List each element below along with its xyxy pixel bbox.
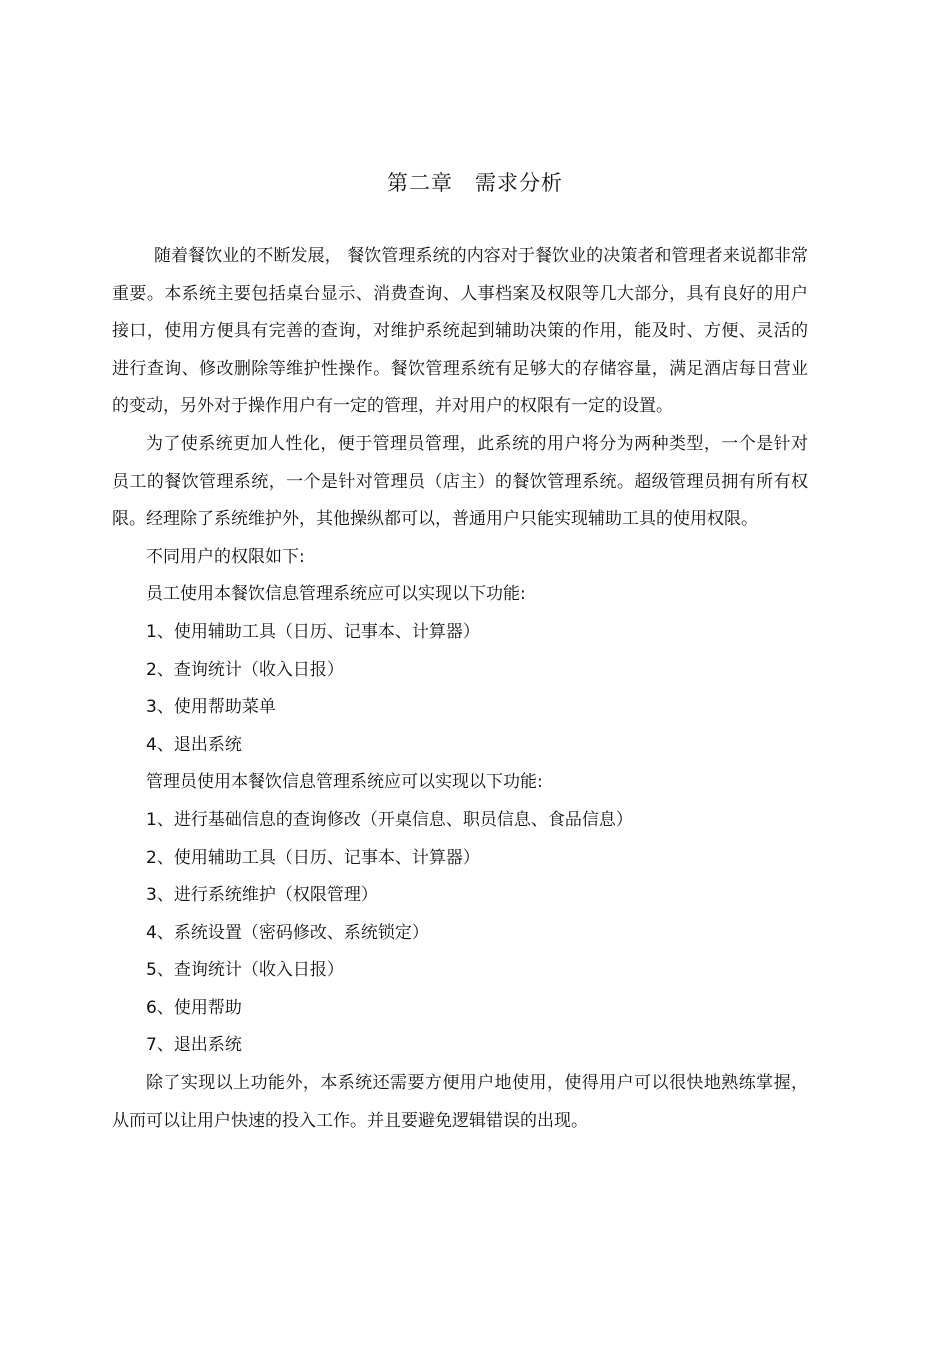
employee-functions-heading: 员工使用本餐饮信息管理系统应可以实现以下功能: [146,584,526,605]
list-item: 4、退出系统 [146,734,242,755]
list-item: 1、进行基础信息的查询修改（开桌信息、职员信息、食品信息） [146,809,633,830]
intro-paragraph: 随着餐饮业的不断发展， 餐饮管理系统的内容对于餐饮业的决策者和管理者来说都非常重要。本系统主要包括桌台显示、消费查询、人事档案及权限等几大部分，具有良好的用户接口，使用方便具有完善的查询，对维护系统起到辅助决策的作用，能及时、方便、灵活的进行查询、修改删除等维护性操作。餐饮管理系统有足够大的存储容量，满足酒店每日营业的变动，另外对于操作用户有一定的管理，并对用户的权限有一定的设置。 [112,246,808,417]
permissions-heading: 不同用户的权限如下: [146,546,305,567]
document-body [112,238,808,1140]
admin-functions-heading: 管理员使用本餐饮信息管理系统应可以实现以下功能: [146,772,543,793]
list-item: 6、使用帮助 [146,997,242,1018]
chapter-title: 第二章 需求分析 [387,171,563,195]
list-item: 2、查询统计（收入日报） [146,659,344,680]
list-item: 4、系统设置（密码修改、系统锁定） [146,922,429,943]
list-item: 2、使用辅助工具（日历、记事本、计算器） [146,847,480,868]
user-types-paragraph: 为了使系统更加人性化，便于管理员管理，此系统的用户将分为两种类型，一个是针对员工的餐饮管理系统，一个是针对管理员（店主）的餐饮管理系统。超级管理员拥有所有权限。经理除了系统维护外，其他操纵都可以，普通用户只能实现辅助工具的使用权限。 [112,433,808,530]
list-item: 1、使用辅助工具（日历、记事本、计算器） [146,621,480,642]
list-item: 3、进行系统维护（权限管理） [146,885,378,906]
list-item: 5、查询统计（收入日报） [146,960,344,981]
closing-paragraph: 除了实现以上功能外，本系统还需要方便用户地使用，使得用户可以很快地熟练掌握，从而可以让用户快速的投入工作。并且要避免逻辑错误的出现。 [112,1073,808,1131]
list-item: 3、使用帮助菜单 [146,697,276,718]
list-item: 7、退出系统 [146,1035,242,1056]
